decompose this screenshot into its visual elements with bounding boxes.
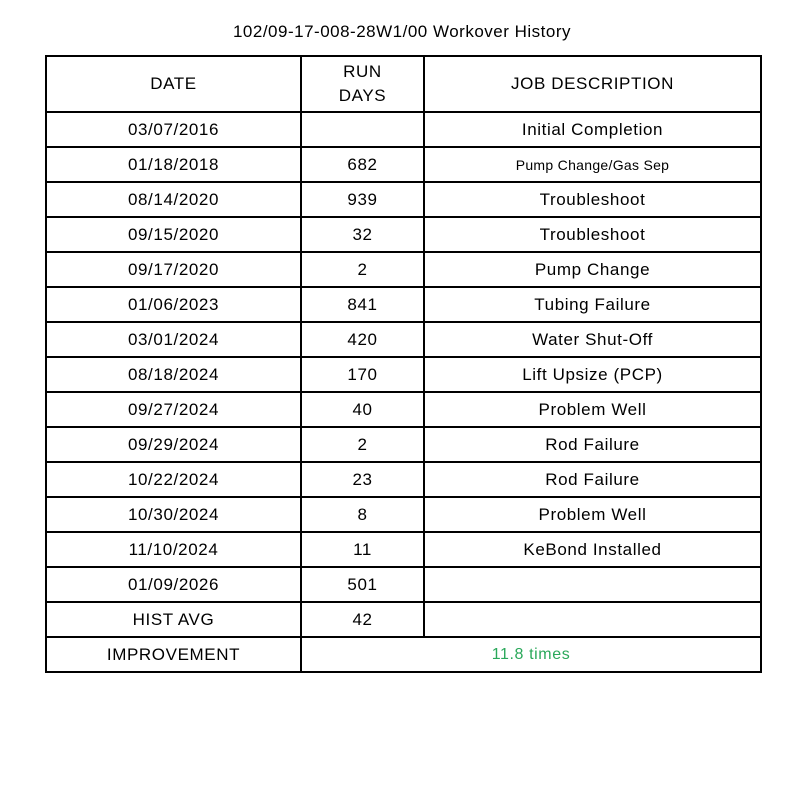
table-body	[46, 112, 761, 672]
table-row	[46, 532, 761, 567]
cell-job-description: Problem Well	[424, 392, 761, 427]
cell-run-days: 2	[301, 427, 424, 462]
cell-date: 09/15/2020	[46, 217, 301, 252]
cell-run-days: 23	[301, 462, 424, 497]
hist-avg-value: 42	[301, 602, 424, 637]
cell-job-description: Lift Upsize (PCP)	[424, 357, 761, 392]
cell-date: 01/09/2026	[46, 567, 301, 602]
cell-run-days: 32	[301, 217, 424, 252]
cell-run-days: 2	[301, 252, 424, 287]
table-row	[46, 112, 761, 147]
cell-date: 01/18/2018	[46, 147, 301, 182]
table-row	[46, 497, 761, 532]
column-header-date: DATE	[46, 56, 301, 112]
cell-job-description: Tubing Failure	[424, 287, 761, 322]
table-row	[46, 357, 761, 392]
table-row	[46, 567, 761, 602]
cell-run-days: 11	[301, 532, 424, 567]
cell-job-description: Rod Failure	[424, 462, 761, 497]
cell-run-days: 501	[301, 567, 424, 602]
table-row	[46, 392, 761, 427]
cell-job-description: Troubleshoot	[424, 182, 761, 217]
page-title: 102/09-17-008-28W1/00 Workover History	[232, 22, 572, 41]
table-row	[46, 252, 761, 287]
cell-job-description: Pump Change/Gas Sep	[424, 147, 761, 182]
table-row	[46, 322, 761, 357]
cell-run-days: 841	[301, 287, 424, 322]
cell-run-days	[301, 112, 424, 147]
cell-date: 08/14/2020	[46, 182, 301, 217]
cell-run-days: 682	[301, 147, 424, 182]
workover-history-table	[45, 55, 762, 673]
cell-job-description: Rod Failure	[424, 427, 761, 462]
column-header-run-days-line1: RUN	[343, 62, 382, 81]
hist-avg-label: HIST AVG	[46, 602, 301, 637]
table-row	[46, 217, 761, 252]
cell-date: 03/07/2016	[46, 112, 301, 147]
column-header-job-description: JOB DESCRIPTION	[424, 56, 761, 112]
cell-date: 11/10/2024	[46, 532, 301, 567]
improvement-label: IMPROVEMENT	[46, 637, 301, 672]
cell-date: 09/17/2020	[46, 252, 301, 287]
hist-avg-empty-cell	[424, 602, 761, 637]
table-row	[46, 462, 761, 497]
cell-job-description: Water Shut-Off	[424, 322, 761, 357]
table-row	[46, 182, 761, 217]
cell-date: 09/29/2024	[46, 427, 301, 462]
cell-run-days: 8	[301, 497, 424, 532]
cell-job-description	[424, 567, 761, 602]
hist-avg-row	[46, 602, 761, 637]
column-header-run-days	[301, 56, 424, 112]
cell-date: 10/30/2024	[46, 497, 301, 532]
column-header-run-days-line2: DAYS	[338, 86, 387, 105]
improvement-value: 11.8 times	[301, 637, 761, 672]
cell-date: 08/18/2024	[46, 357, 301, 392]
cell-run-days: 939	[301, 182, 424, 217]
table-row	[46, 147, 761, 182]
header-row	[46, 56, 761, 112]
improvement-row	[46, 637, 761, 672]
cell-run-days: 40	[301, 392, 424, 427]
cell-date: 09/27/2024	[46, 392, 301, 427]
cell-job-description: Problem Well	[424, 497, 761, 532]
cell-job-description: Initial Completion	[424, 112, 761, 147]
cell-date: 03/01/2024	[46, 322, 301, 357]
cell-job-description: Pump Change	[424, 252, 761, 287]
cell-run-days: 420	[301, 322, 424, 357]
cell-run-days: 170	[301, 357, 424, 392]
table-row	[46, 287, 761, 322]
cell-job-description: Troubleshoot	[424, 217, 761, 252]
cell-job-description: KeBond Installed	[424, 532, 761, 567]
cell-date: 10/22/2024	[46, 462, 301, 497]
cell-date: 01/06/2023	[46, 287, 301, 322]
table-row	[46, 427, 761, 462]
